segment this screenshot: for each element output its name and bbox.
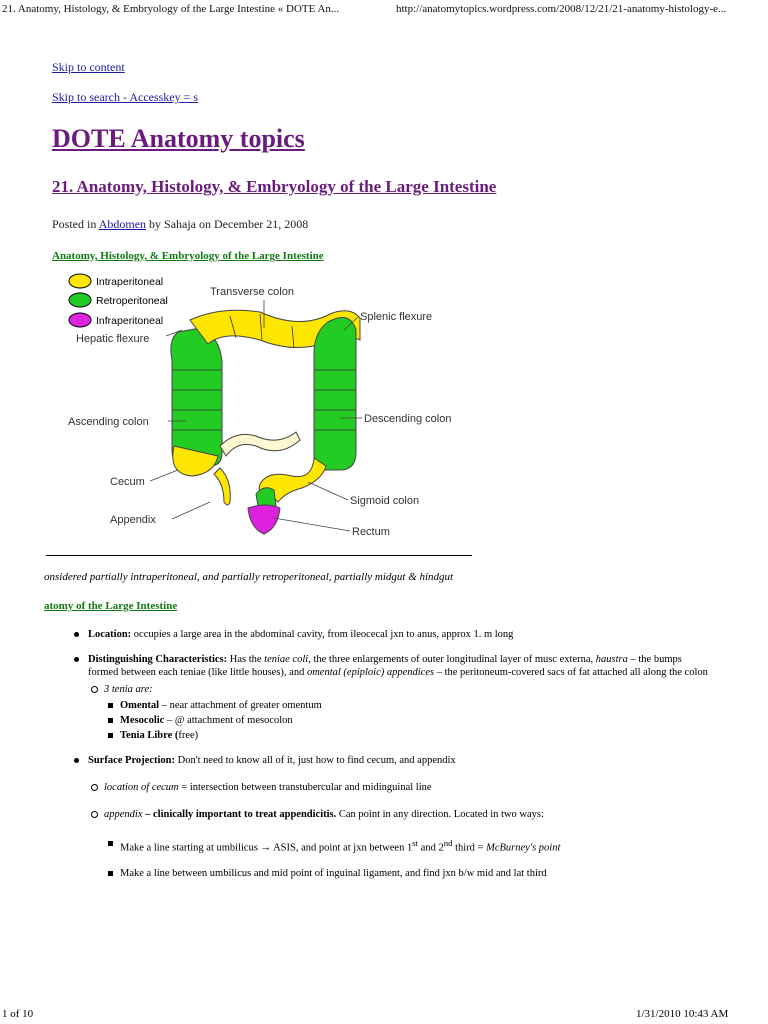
tenia-sublist [88,683,708,742]
byline-suffix: by Sahaja on December 21, 2008 [146,217,309,231]
text-fragment: Has the [227,654,265,665]
legend [69,274,168,327]
term-mcburneys-point: McBurney's point [486,842,561,854]
list-item-tenia [104,683,708,742]
appendix-ways-list [104,837,708,880]
text-fragment: – the bumps formed between each teniae (like little houses), and [88,654,682,678]
term-appendix: appendix [104,809,143,820]
legend-swatch-retroperitoneal [69,293,91,307]
label-ascending-colon: Ascending colon [68,416,149,428]
label-appendix: Appendix [110,514,156,526]
term-tenia-libre: Tenia Libre ( [120,730,179,741]
text-appendix-bold: – clinically important to treat appendicitis. [142,809,337,820]
list-item-distinguishing [88,653,708,742]
tenia-intro: 3 tenia are: [104,684,153,695]
label-rectum: Rectum [352,526,390,538]
print-footer-page: 1 of 10 [2,1008,34,1020]
legend-swatch-infraperitoneal [69,313,91,327]
category-link[interactable]: Abdomen [98,217,147,231]
print-footer-datetime: 1/31/2010 10:43 AM [636,1008,729,1020]
list-item-appendix [104,808,708,880]
horizontal-rule [46,555,472,556]
legend-label-infraperitoneal: Infraperitoneal [96,315,164,327]
term-omental-appendices: omental (epiploic) appendices [306,667,435,678]
legend-label-retroperitoneal: Retroperitoneal [96,295,168,307]
label-hepatic-flexure: Hepatic flexure [76,333,150,345]
term-haustra: haustra [595,654,628,665]
superscript: nd [443,838,453,848]
label-transverse-colon: Transverse colon [210,286,294,298]
text-fragment: and 2 [418,842,444,854]
print-header-url: http://anatomytopics.wordpress.com/2008/12/21/21-anatomy-histology-e... [396,3,727,15]
list-item-mcburney [120,837,708,855]
list-item-location [88,628,708,641]
post-byline [52,217,308,232]
legend-label-intraperitoneal: Intraperitoneal [96,276,164,288]
skip-to-search-link[interactable]: Skip to search - Accesskey = s [52,90,199,104]
term-location: Location: [88,629,132,640]
text-fragment: , the three enlargements of outer longitudinal layer of musc externa, [308,654,596,665]
text-fragment: – the peritoneum-covered sacs of fat attached all along the colon [434,667,708,678]
list-item-mesocolic [120,714,708,727]
text-fragment: Make a line between umbilicus and mid point of inguinal ligament, and find jxn b/w mid and lat third [120,867,547,879]
label-cecum: Cecum [110,476,145,488]
text-appendix: Can point in any direction. Located in two ways: [336,809,544,820]
list-item-omental [120,699,708,712]
print-header-title: 21. Anatomy, Histology, & Embryology of the Large Intestine « DOTE An... [2,3,340,15]
label-descending-colon: Descending colon [364,413,452,425]
text-tenia-libre: free) [178,730,199,741]
term-surface-projection: Surface Projection: [88,755,175,766]
colon-illustration [171,310,360,534]
text-mesocolic: – @ attachment of mesocolon [164,715,293,726]
label-sigmoid-colon: Sigmoid colon [350,495,420,507]
tenia-types-list [104,699,708,742]
term-location-of-cecum: location of cecum [104,782,179,793]
list-item-cecum [104,781,708,794]
text-omental: – near attachment of greater omentum [159,700,322,711]
list-item-inguinal [120,867,708,880]
text-surface-projection: Don't need to know all of it, just how to find cecum, and appendix [174,755,456,766]
superscript: st [412,838,419,848]
text-fragment: third = [452,842,487,854]
term-distinguishing: Distinguishing Characteristics: [88,654,228,665]
notes-list [88,628,708,892]
site-title[interactable]: DOTE Anatomy topics [52,124,305,153]
surface-sublist [88,781,708,880]
diagram-caption: onsidered partially intraperitoneal, and partially retroperitoneal, partially midgut & hindgut [44,571,454,583]
content-heading: Anatomy, Histology, & Embryology of the Large Intestine [52,250,324,262]
list-item-tenia-libre [120,729,708,742]
text-location: occupies a large area in the abdominal cavity, from ileocecal jxn to anus, approx 1. m long [131,629,514,640]
text-cecum: = intersection between transtubercular and midinguinal line [178,782,432,793]
term-omental: Omental [120,700,160,711]
byline-prefix: Posted in [52,217,99,231]
text-fragment: Make a line starting at umbilicus → ASIS, and point at jxn between 1 [120,842,413,854]
large-intestine-diagram [60,270,480,545]
label-splenic-flexure: Splenic flexure [360,311,433,323]
term-mesocolic: Mesocolic [120,715,165,726]
post-title[interactable]: 21. Anatomy, Histology, & Embryology of the Large Intestine [52,177,497,196]
skip-to-content-link[interactable]: Skip to content [52,60,125,74]
term-teniae-coli: teniae coli [264,654,309,665]
list-item-surface-projection [88,754,708,880]
legend-swatch-intraperitoneal [69,274,91,288]
section-heading: atomy of the Large Intestine [44,600,178,612]
